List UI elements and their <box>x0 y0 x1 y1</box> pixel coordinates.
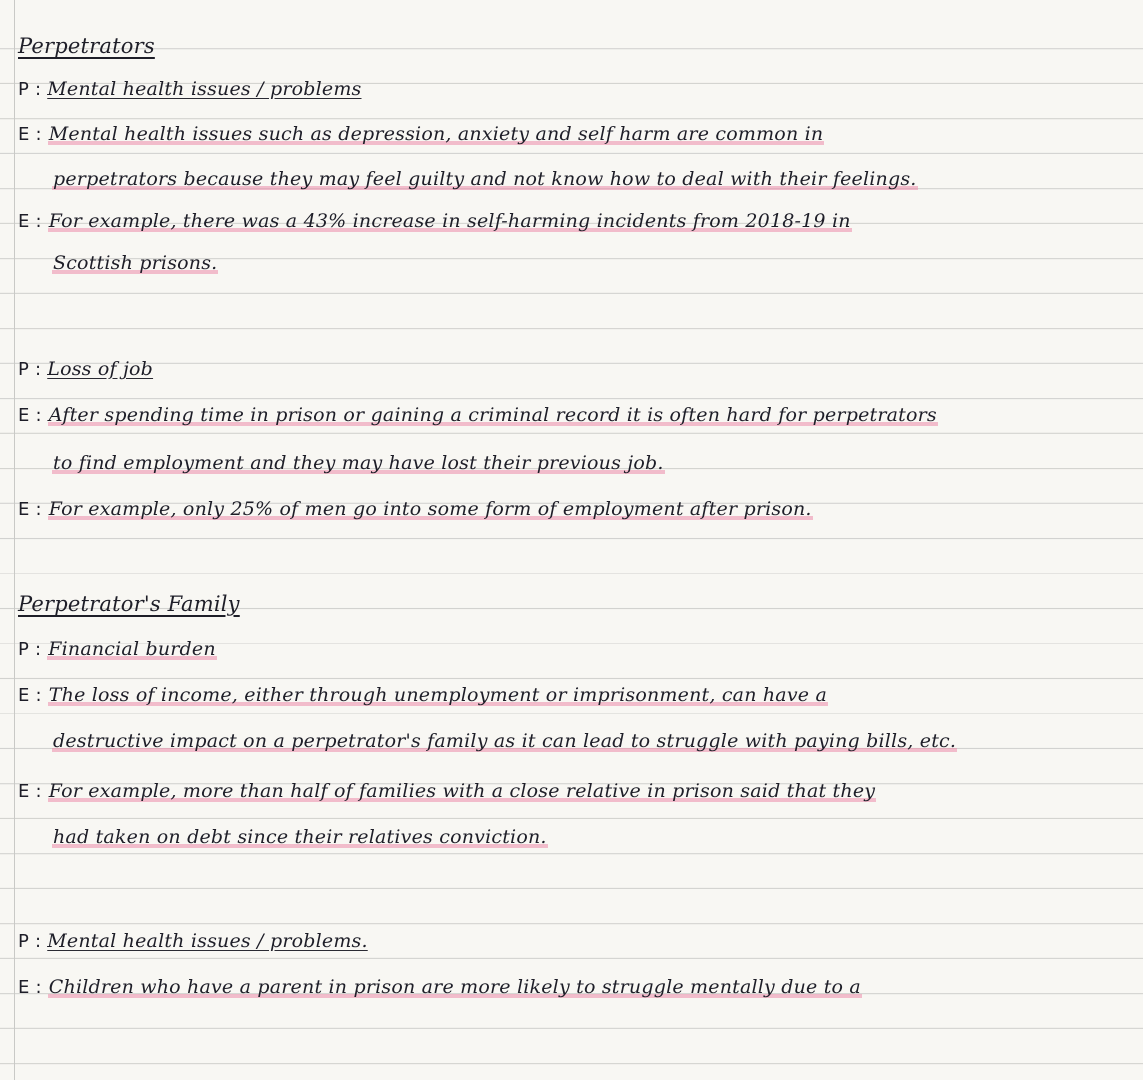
point-line <box>18 78 362 100</box>
explain-text: to find employment and they may have lost their previous job. <box>53 452 664 474</box>
section-heading: Perpetrator's Family <box>18 592 240 616</box>
point-marker: P : <box>18 79 42 100</box>
point-text: Mental health issues / problems. <box>47 930 368 952</box>
explain-line <box>18 976 862 998</box>
explain-marker: E : <box>18 405 42 426</box>
example-line <box>18 210 852 232</box>
example-text: For example, only 25% of men go into some form of employment after prison. <box>48 498 812 520</box>
point-marker: P : <box>18 931 42 952</box>
explain-line <box>18 404 938 426</box>
explain-line <box>18 684 828 706</box>
example-line-continued <box>52 826 548 848</box>
example-text: Scottish prisons. <box>53 252 218 274</box>
example-text: For example, more than half of families with a close relative in prison said that they <box>48 780 876 802</box>
point-text: Financial burden <box>48 638 216 660</box>
example-marker: E : <box>18 211 42 232</box>
point-text: Loss of job <box>47 358 154 380</box>
example-text: had taken on debt since their relatives conviction. <box>53 826 547 848</box>
explain-marker: E : <box>18 124 42 145</box>
example-text: For example, there was a 43% increase in self-harming incidents from 2018-19 in <box>48 210 851 232</box>
explain-marker: E : <box>18 685 42 706</box>
explain-marker: E : <box>18 977 42 998</box>
example-line-continued <box>52 252 218 274</box>
explain-text: The loss of income, either through unemployment or imprisonment, can have a <box>48 684 827 706</box>
point-line <box>18 638 217 660</box>
example-marker: E : <box>18 781 42 802</box>
explain-text: Mental health issues such as depression, anxiety and self harm are common in <box>48 123 824 145</box>
example-line <box>18 780 876 802</box>
explain-text: perpetrators because they may feel guilty and not know how to deal with their feelings. <box>53 168 917 190</box>
point-line <box>18 358 153 380</box>
explain-line <box>18 123 824 145</box>
point-line <box>18 930 368 952</box>
explain-line-continued <box>52 730 957 752</box>
explain-line-continued <box>52 168 918 190</box>
margin-line <box>14 0 15 1080</box>
section-heading: Perpetrators <box>18 34 155 58</box>
example-line <box>18 498 813 520</box>
point-text: Mental health issues / problems <box>47 78 362 100</box>
explain-text: After spending time in prison or gaining a criminal record it is often hard for perpetrators <box>48 404 937 426</box>
explain-line-continued <box>52 452 665 474</box>
point-marker: P : <box>18 639 42 660</box>
point-marker: P : <box>18 359 42 380</box>
explain-text: Children who have a parent in prison are more likely to struggle mentally due to a <box>48 976 861 998</box>
explain-text: destructive impact on a perpetrator's family as it can lead to struggle with paying bills, etc. <box>53 730 957 752</box>
example-marker: E : <box>18 499 42 520</box>
